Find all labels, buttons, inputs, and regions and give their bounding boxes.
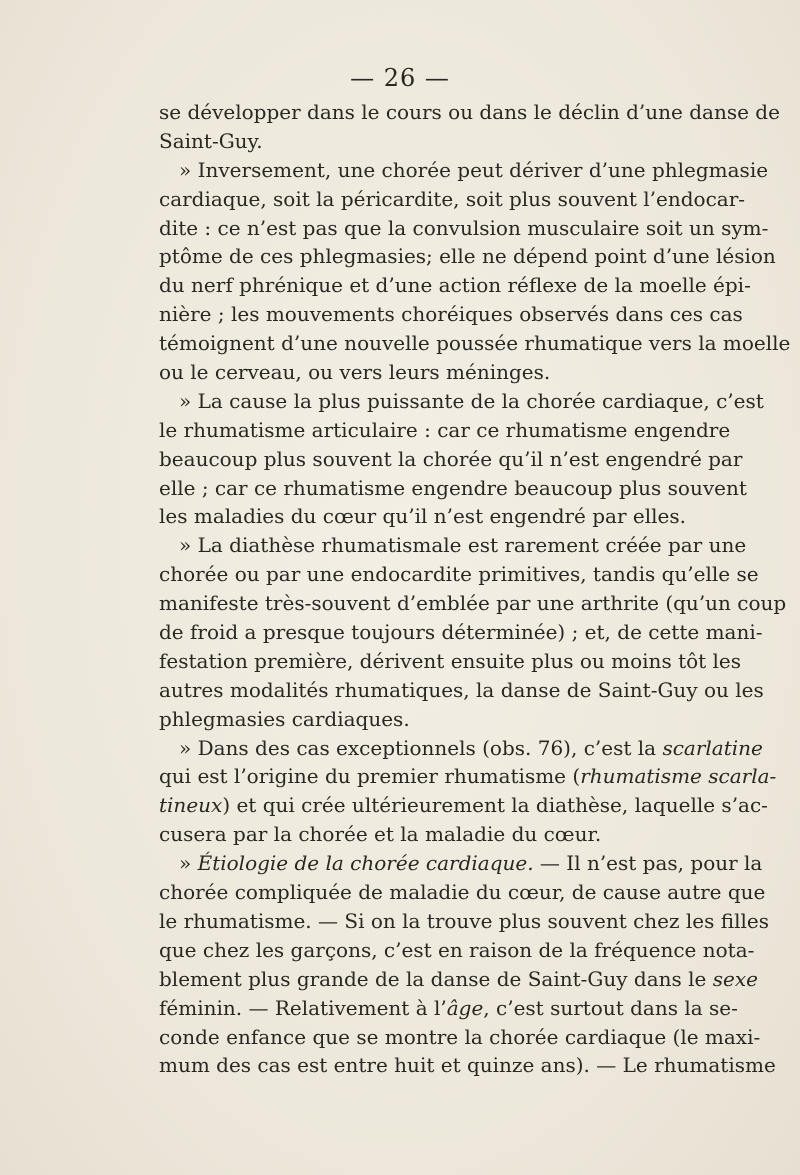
text-line xyxy=(159,531,747,560)
text-line xyxy=(159,1051,776,1080)
text-run: , c’est surtout dans la se- xyxy=(483,995,738,1020)
text-line xyxy=(159,820,699,849)
text-line xyxy=(159,734,763,763)
text-line xyxy=(159,242,776,271)
text-run: qui est l’origine du premier rhumatisme ( xyxy=(159,764,581,789)
text-line xyxy=(159,560,759,589)
text-line xyxy=(159,965,758,994)
text-run: féminin. — Relativement à l’ xyxy=(159,995,447,1020)
text-run: conde enfance que se montre la chorée cardiaque (le maxi- xyxy=(159,1024,761,1049)
text-run: blement plus grande de la danse de Saint-Guy dans le xyxy=(159,966,713,991)
text-line xyxy=(159,936,755,965)
text-run: » xyxy=(179,851,198,876)
text-line xyxy=(159,214,769,243)
text-run: de froid a presque toujours déterminée) ; et, de cette mani- xyxy=(159,620,763,645)
page-number: — 26 — xyxy=(350,64,450,92)
text-line xyxy=(159,907,769,936)
text-run: cardiaque, soit la péricardite, soit plus souvent l’endocar- xyxy=(159,186,746,211)
text-run: le rhumatisme articulaire : car ce rhumatisme engendre xyxy=(159,417,731,442)
italic-phrase: âge xyxy=(446,995,484,1020)
italic-phrase: tineux xyxy=(159,793,223,818)
text-line xyxy=(159,1023,761,1052)
body-text xyxy=(159,98,791,1080)
text-run: festation première, dérivent ensuite plus ou moins tôt les xyxy=(159,648,742,673)
text-run: ) et qui crée ultérieurement la diathèse, laquelle s’ac- xyxy=(222,793,768,818)
text-run: chorée ou par une endocardite primitives, tandis qu’elle se xyxy=(159,562,759,587)
text-run: » La diathèse rhumatismale est rarement créée par une xyxy=(179,533,747,558)
text-run: beaucoup plus souvent la chorée qu’il n’est engendré par xyxy=(159,446,743,471)
text-run: ptôme de ces phlegmasies; elle ne dépend point d’une lésion xyxy=(159,244,776,269)
text-line xyxy=(159,762,777,791)
text-line xyxy=(159,98,780,127)
text-run: les maladies du cœur qu’il n’est engendré par elles. xyxy=(159,504,686,529)
text-line xyxy=(159,502,699,531)
text-run: elle ; car ce rhumatisme engendre beaucoup plus souvent xyxy=(159,475,747,500)
text-line xyxy=(159,589,787,618)
text-line xyxy=(159,647,742,676)
italic-phrase: Étiologie de la chorée cardiaque. xyxy=(197,851,534,876)
text-line xyxy=(159,387,764,416)
text-line xyxy=(159,271,751,300)
text-line xyxy=(159,676,764,705)
text-run: Saint-Guy. xyxy=(159,128,263,153)
text-run: du nerf phrénique et d’une action réflexe de la moelle épi- xyxy=(159,273,751,298)
text-line xyxy=(159,618,763,647)
text-run: mum des cas est entre huit et quinze ans). — Le rhumatisme xyxy=(159,1053,776,1078)
text-line xyxy=(159,127,699,156)
text-line xyxy=(159,156,769,185)
text-run: le rhumatisme. — Si on la trouve plus souvent chez les filles xyxy=(159,908,769,933)
italic-phrase: scarlatine xyxy=(662,735,763,760)
text-line xyxy=(159,445,743,474)
text-line xyxy=(159,416,731,445)
text-run: manifeste très-souvent d’emblée par une arthrite (qu’un coup xyxy=(159,591,787,616)
text-run: phlegmasies cardiaques. xyxy=(159,706,410,731)
text-line xyxy=(159,878,766,907)
text-line xyxy=(159,300,743,329)
text-run: ou le cerveau, ou vers leurs méninges. xyxy=(159,360,551,385)
italic-phrase: sexe xyxy=(712,966,758,991)
text-run: » Inversement, une chorée peut dériver d’une phlegmasie xyxy=(179,157,769,182)
text-run: se développer dans le cours ou dans le déclin d’une danse de xyxy=(159,100,780,124)
text-line xyxy=(159,185,746,214)
text-run: nière ; les mouvements choréiques observés dans ces cas xyxy=(159,302,743,327)
text-run: cusera par la chorée et la maladie du cœur. xyxy=(159,822,602,847)
text-run: » La cause la plus puissante de la chorée cardiaque, c’est xyxy=(179,388,764,413)
text-run: » Dans des cas exceptionnels (obs. 76), c’est la xyxy=(179,735,663,760)
text-line xyxy=(159,358,699,387)
text-line xyxy=(159,329,791,358)
italic-phrase: rhumatisme scarla- xyxy=(580,764,777,789)
text-line xyxy=(159,849,763,878)
text-line xyxy=(159,791,768,820)
text-line xyxy=(159,474,747,503)
text-run: dite : ce n’est pas que la convulsion musculaire soit un sym- xyxy=(159,215,769,240)
text-run: que chez les garçons, c’est en raison de la fréquence nota- xyxy=(159,937,755,962)
text-run: chorée compliquée de maladie du cœur, de cause autre que xyxy=(159,880,766,905)
text-line xyxy=(159,994,738,1023)
text-run: témoignent d’une nouvelle poussée rhumatique vers la moelle xyxy=(159,331,791,356)
text-run: autres modalités rhumatiques, la danse de Saint-Guy ou les xyxy=(159,677,764,702)
text-line xyxy=(159,705,699,734)
text-run: — Il n’est pas, pour la xyxy=(533,851,763,876)
